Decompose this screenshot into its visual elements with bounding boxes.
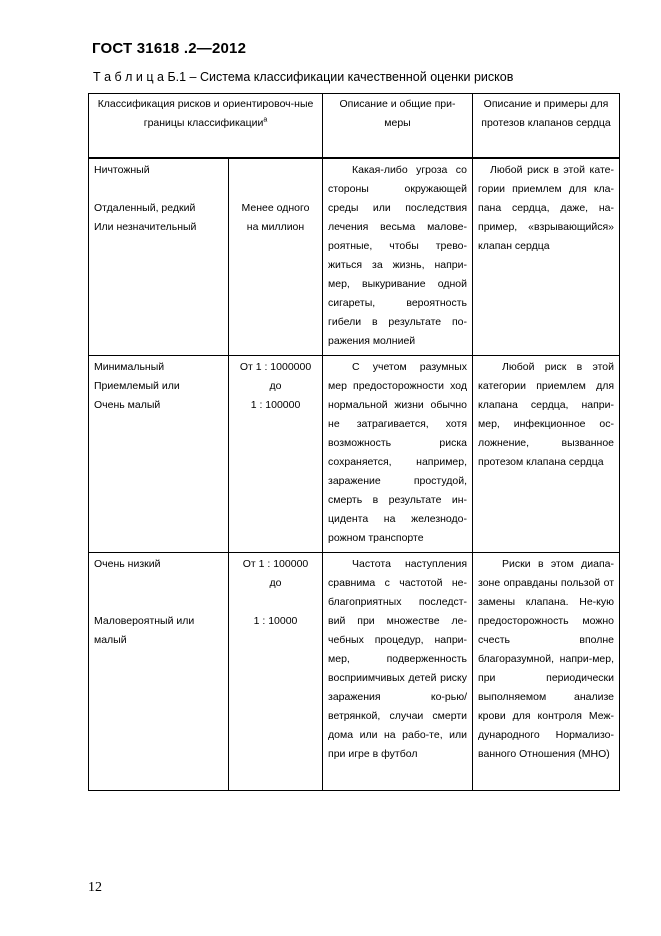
risk-bounds-cell: [229, 158, 323, 356]
risk-class-line: Маловероятный или: [94, 615, 195, 627]
risk-bounds-cell: [229, 356, 323, 553]
risk-class-line: Приемлемый или: [94, 380, 180, 392]
risk-bounds-line: до: [269, 380, 282, 392]
general-description-cell: Какая-либо угроза со стороны окружающей среды или последствия лечения весьма малове-роятные, чтобы трево-житься за жизнь, напри-мер, выкуривание одной сигареты, вероятность гибели в результате по-ражения молнией: [323, 158, 473, 356]
table-row: [89, 553, 620, 791]
header-classification-text: Классификация рисков и ориентировоч-ные границы классификации: [97, 98, 314, 129]
footnote-mark: a: [263, 116, 268, 124]
spacer: [234, 180, 317, 199]
risk-class-line: Минимальный: [94, 361, 165, 373]
valve-description-cell: Риски в этом диапа-зоне оправданы пользой от замены клапана. Не-кую предосторожность можно счесть вполне благоразумной, напри-мер, при периодически выполняемом анализе крови для контроля Меж-дународного Нормализо-ванного Отношения (МНО): [473, 553, 620, 791]
spacer: [94, 593, 223, 612]
risk-bounds-line: От 1 : 100000: [242, 558, 309, 570]
document-title: ГОСТ 31618 .2—2012: [92, 40, 247, 57]
risk-class-line: Отдаленный, редкий: [94, 202, 196, 214]
general-description-cell: С учетом разумных мер предосторожности ход нормальной жизни обычно не затрагивается, хотя возможность риска сохраняется, например, заражение простудой, смерть в результате ин-цидента на железнодо-рожном транспорте: [323, 356, 473, 553]
spacer: [94, 574, 223, 593]
general-description-cell: Частота наступления сравнима с частотой не-благоприятных последст-вий при множестве ле-чебных процедур, напри-мер, подверженность восприимчивых детей риску заражения ко-рью/ветрянкой, случаи смерти дома или на рабо-те, или при игре в футбол: [323, 553, 473, 791]
risk-bounds-line: 1 : 10000: [253, 615, 298, 627]
spacer: [234, 161, 317, 180]
risk-class-cell: [89, 158, 229, 356]
valve-description-cell: Любой риск в этой категории приемлем для клапана сердца, напри-мер, инфекционное ос-ложнение, вызванное протезом клапана сердца: [473, 356, 620, 553]
header-general-description: Описание и общие при-меры: [323, 94, 473, 159]
header-valve-description: Описание и примеры для протезов клапанов сердца: [473, 94, 620, 159]
risk-class-line: Ничтожный: [94, 164, 150, 176]
valve-description-cell: Любой риск в этой кате-гории приемлем для кла-пана сердца, даже, на-пример, «взрывающийся» клапан сердца: [473, 158, 620, 356]
risk-classification-table: [88, 93, 620, 791]
table-caption: Т а б л и ц а Б.1 – Система классификации качественной оценки рисков: [93, 70, 514, 84]
risk-class-line: малый: [94, 634, 127, 646]
page-number: 12: [88, 880, 102, 895]
risk-bounds-line: на миллион: [246, 221, 305, 233]
risk-bounds-line: Менее одного: [241, 202, 310, 214]
risk-class-line: Очень низкий: [94, 558, 161, 570]
risk-class-cell: [89, 553, 229, 791]
spacer: [94, 180, 223, 199]
spacer: [234, 593, 317, 612]
table-row: [89, 356, 620, 553]
risk-class-line: Или незначительный: [94, 221, 197, 233]
risk-bounds-line: От 1 : 1000000: [239, 361, 312, 373]
risk-class-cell: [89, 356, 229, 553]
risk-bounds-line: 1 : 100000: [250, 399, 301, 411]
risk-class-line: Очень малый: [94, 399, 161, 411]
risk-bounds-cell: [229, 553, 323, 791]
risk-bounds-line: до: [269, 577, 282, 589]
table-row: [89, 158, 620, 356]
header-classification: [89, 94, 323, 159]
table-header-row: [89, 94, 620, 159]
